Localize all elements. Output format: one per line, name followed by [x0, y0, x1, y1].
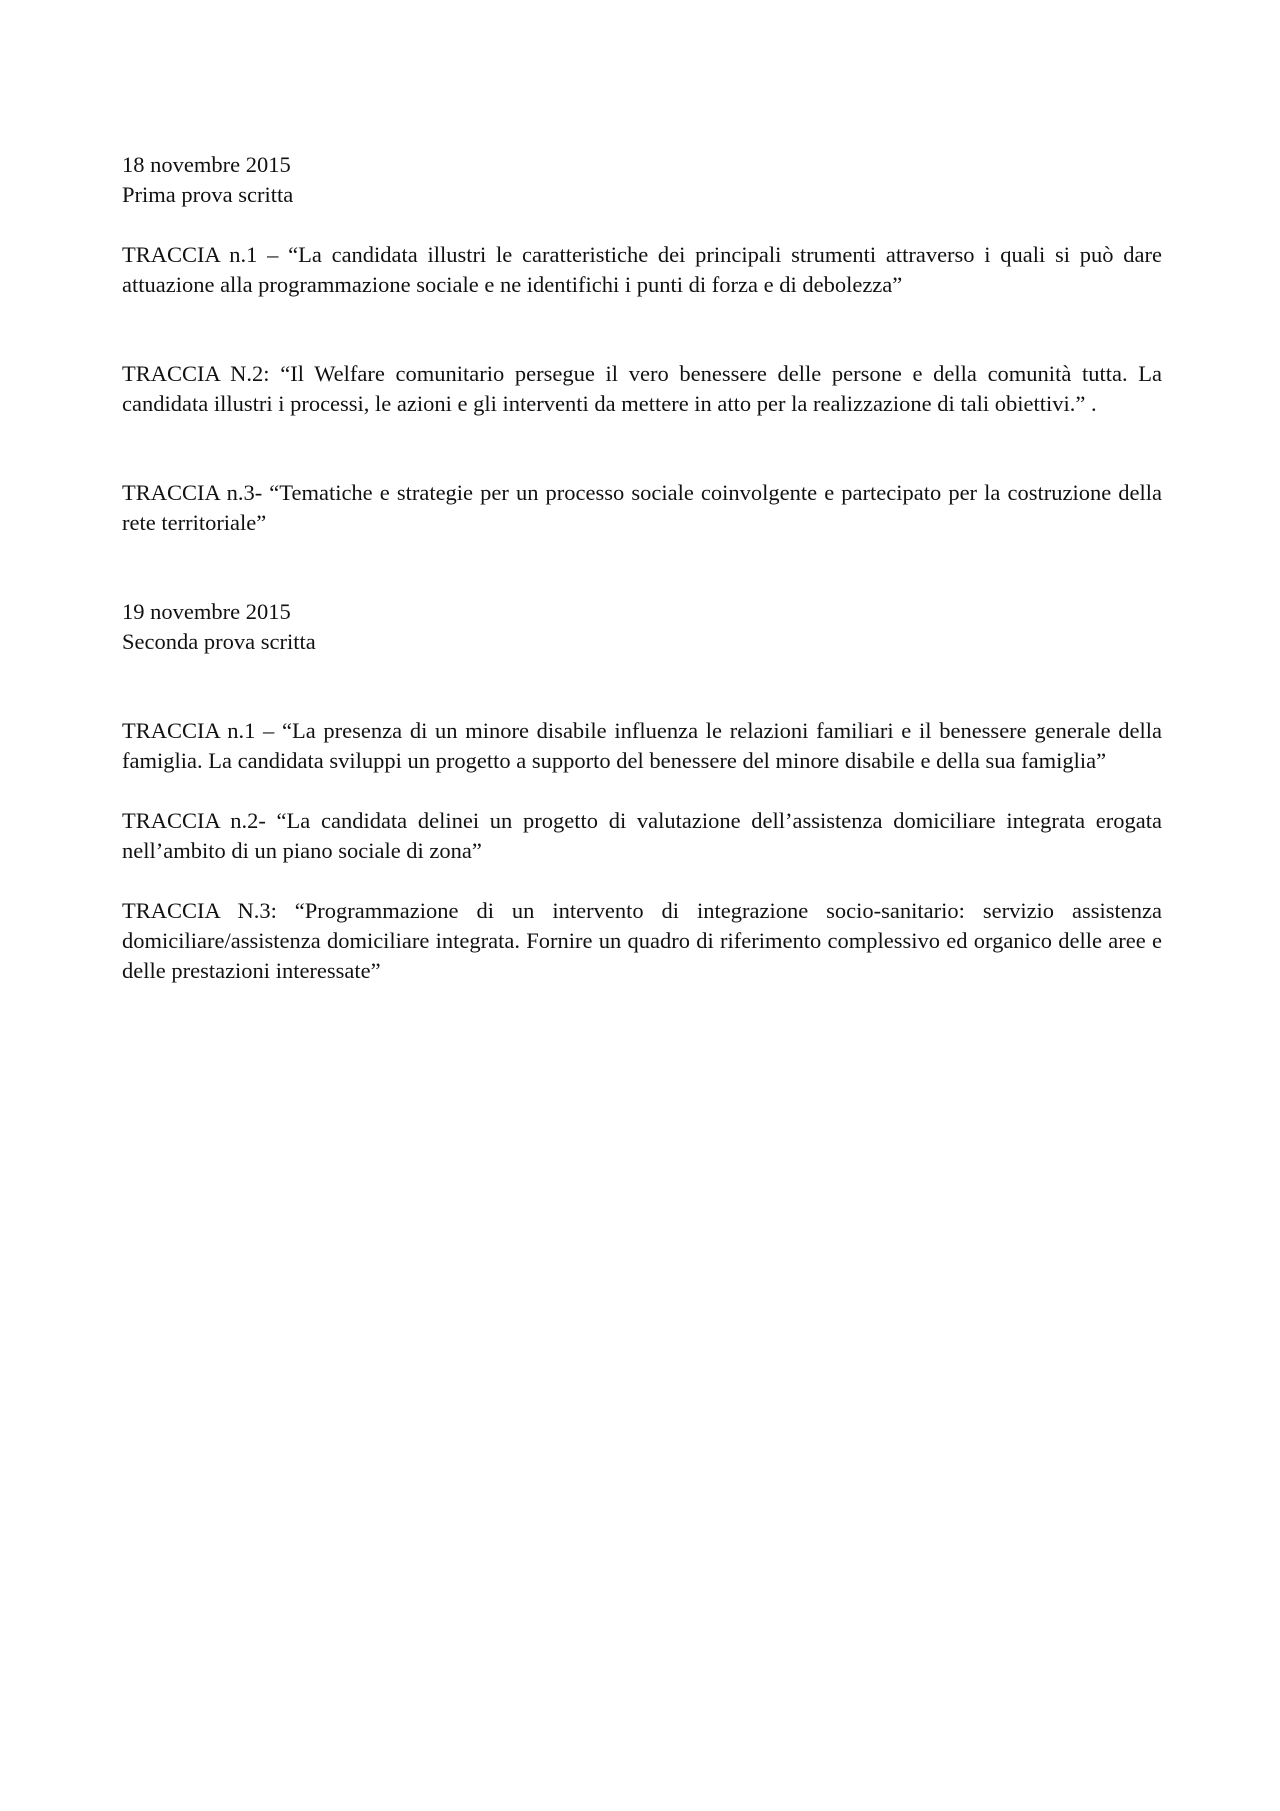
section-2-date: 19 novembre 2015	[122, 599, 291, 624]
document-page	[122, 150, 1162, 986]
section-1-traccia-3: TRACCIA n.3- “Tematiche e strategie per un processo sociale coinvolgente e partecipato per la costruzione della rete territoriale”	[122, 480, 1162, 535]
section-1-date: 18 novembre 2015	[122, 152, 291, 177]
section-1-traccia-2: TRACCIA N.2: “Il Welfare comunitario persegue il vero benessere delle persone e della comunità tutta. La candidata illustri i processi, le azioni e gli interventi da mettere in atto per la realizzazione di tali obiettivi.” .	[122, 361, 1162, 416]
section-2-traccia-3: TRACCIA N.3: “Programmazione di un intervento di integrazione socio-sanitario: servizio assistenza domiciliare/assistenza domiciliare integrata. Fornire un quadro di riferimento complessivo ed organico delle aree e delle prestazioni interessate”	[122, 898, 1162, 983]
section-2-traccia-1: TRACCIA n.1 – “La presenza di un minore disabile influenza le relazioni familiari e il benessere generale della famiglia. La candidata sviluppi un progetto a supporto del benessere del minore disabile e della sua famiglia”	[122, 718, 1162, 773]
section-2-title: Seconda prova scritta	[122, 629, 316, 654]
section-1-title: Prima prova scritta	[122, 182, 294, 207]
section-1-header	[122, 150, 1162, 210]
section-2-traccia-2: TRACCIA n.2- “La candidata delinei un progetto di valutazione dell’assistenza domiciliare integrata erogata nell’ambito di un piano sociale di zona”	[122, 808, 1162, 863]
section-1-traccia-1: TRACCIA n.1 – “La candidata illustri le caratteristiche dei principali strumenti attraverso i quali si può dare attuazione alla programmazione sociale e ne identifichi i punti di forza e di debolezza”	[122, 242, 1162, 297]
section-2-header	[122, 597, 1162, 657]
